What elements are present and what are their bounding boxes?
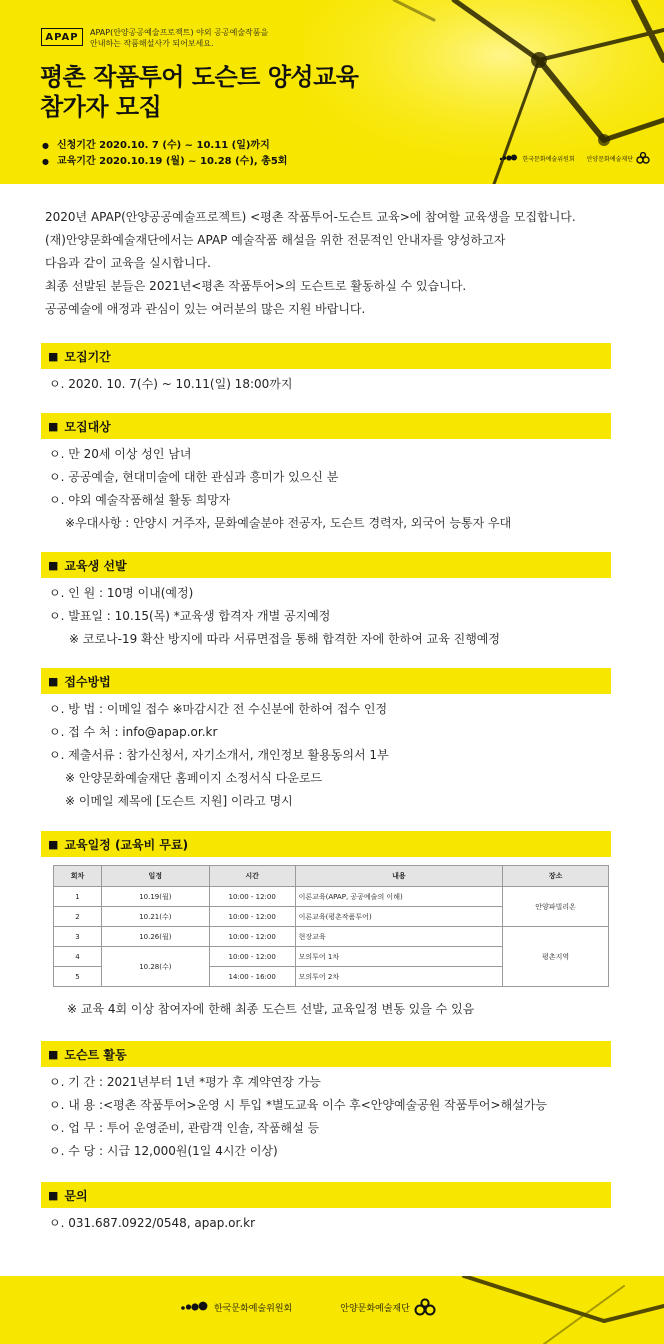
section-header [41, 831, 611, 857]
cell-date: 10.28(수) [101, 947, 209, 987]
list-item: ㅇ. 2020. 10. 7(수) ~ 10.11(일) 18:00까지 [49, 377, 293, 391]
intro-text [45, 206, 576, 321]
list-item: ㅇ. 인 원 : 10명 이내(예정) [49, 586, 194, 600]
cell-time: 10:00 - 12:00 [209, 887, 295, 907]
cell-content: 모의투어 1차 [295, 947, 503, 967]
section-title: 도슨트 활동 [64, 1047, 127, 1062]
intro-line: 공공예술에 애정과 관심이 있는 여러분의 많은 지원 바랍니다. [45, 302, 366, 316]
apply-note: ※ 안양문화예술재단 홈페이지 소정서식 다운로드 [65, 771, 323, 785]
list-item: ㅇ. 접 수 처 : info@apap.or.kr [49, 725, 218, 739]
page-title [40, 62, 358, 122]
header-logos [499, 152, 650, 164]
schedule-note: ※ 교육 4회 이상 참여자에 한해 최종 도슨트 선발, 교육일정 변동 있을 수 있음 [67, 1002, 475, 1016]
cell-round: 1 [54, 887, 102, 907]
schedule-table [53, 865, 609, 987]
cell-date: 10.19(월) [101, 887, 209, 907]
apap-description [90, 27, 310, 49]
list-item: ㅇ. 방 법 : 이메일 접수 ※마감시간 전 수신분에 한하여 접수 인정 [49, 702, 388, 716]
section-title: 모집대상 [64, 419, 111, 434]
header-round: 회차 [54, 866, 102, 887]
preference-note: ※우대사항 : 안양시 거주자, 문화예술분야 전공자, 도슨트 경력자, 외국어 능통자 우대 [65, 516, 512, 530]
application-period: ● 신청기간 2020.10. 7 (수) ~ 10.11 (일)까지 [42, 138, 287, 154]
section-title: 교육일정 (교육비 무료) [64, 837, 189, 852]
intro-line: 최종 선발된 분들은 2021년<평촌 작품투어>의 도슨트로 활동하실 수 있습니다. [45, 279, 467, 293]
foundation-logo [587, 152, 650, 164]
section-selection [41, 552, 611, 651]
cell-time: 10:00 - 12:00 [209, 907, 295, 927]
cell-content: 이론교육(APAP, 공공예술의 이해) [295, 887, 503, 907]
list-item: ㅇ. 공공예술, 현대미술에 대한 관심과 흥미가 있으신 분 [49, 470, 339, 484]
section-contact [41, 1182, 611, 1235]
table-header-row [54, 866, 609, 887]
arko-logo-text: 한국문화예술위원회 [522, 155, 575, 163]
foundation-rings-icon [414, 1298, 436, 1316]
contact-info: ㅇ. 031.687.0922/0548, apap.or.kr [49, 1216, 256, 1230]
cell-round: 2 [54, 907, 102, 927]
cell-content: 모의투어 2차 [295, 967, 503, 987]
footer-structure-decoration [404, 1276, 664, 1344]
section-apply [41, 668, 611, 813]
section-body [41, 369, 611, 396]
footer-foundation-logo [340, 1298, 436, 1316]
list-item: ㅇ. 제출서류 : 참가신청서, 자기소개서, 개인정보 활용동의서 1부 [49, 748, 389, 762]
section-header [41, 1041, 611, 1067]
cell-date: 10.26(월) [101, 927, 209, 947]
square-bullet-icon: ■ [48, 1188, 59, 1202]
section-body [41, 1208, 611, 1235]
cell-round: 4 [54, 947, 102, 967]
intro-line: 2020년 APAP(안양공공예술프로젝트) <평촌 작품투어-도슨트 교육>에 참여할 교육생을 모집합니다. [45, 210, 576, 224]
footer-arko-logo [180, 1301, 292, 1314]
foundation-rings-icon [636, 152, 650, 164]
section-title: 문의 [64, 1188, 88, 1203]
cell-content: 이론교육(평촌작품투어) [295, 907, 503, 927]
section-header [41, 413, 611, 439]
list-item: ㅇ. 수 당 : 시급 12,000원(1일 4시간 이상) [49, 1144, 278, 1158]
table-row [54, 887, 609, 907]
apply-note: ※ 이메일 제목에 [도슨트 지원] 이라고 명시 [65, 794, 293, 808]
apap-logo: APAP [41, 28, 83, 46]
section-header [41, 552, 611, 578]
cell-place: 안양파빌리온 [503, 887, 609, 927]
footer-banner [0, 1276, 664, 1344]
cell-time: 14:00 - 16:00 [209, 967, 295, 987]
arko-logo [499, 154, 574, 163]
header-banner [0, 0, 664, 184]
square-bullet-icon: ■ [48, 674, 59, 688]
title-line: 참가자 모집 [40, 93, 162, 121]
header-time: 시간 [209, 866, 295, 887]
section-body [41, 439, 611, 535]
list-item: ㅇ. 내 용 :<평촌 작품투어>운영 시 투입 *별도교육 이수 후<안양예술공원 작품투어>해설가능 [49, 1098, 547, 1112]
square-bullet-icon: ■ [48, 837, 59, 851]
square-bullet-icon: ■ [48, 419, 59, 433]
section-title: 모집기간 [64, 349, 111, 364]
square-bullet-icon: ■ [48, 1047, 59, 1061]
covid-note: ※ 코로나-19 확산 방지에 따라 서류면접을 통해 합격한 자에 한하여 교육 진행예정 [69, 632, 500, 646]
cell-time: 10:00 - 12:00 [209, 947, 295, 967]
list-item: ㅇ. 업 무 : 투어 운영준비, 관람객 인솔, 작품해설 등 [49, 1121, 320, 1135]
table-row [54, 927, 609, 947]
square-bullet-icon: ■ [48, 349, 59, 363]
footer-arko-text: 한국문화예술위원회 [214, 1303, 293, 1314]
intro-line: (재)안양문화예술재단에서는 APAP 예술작품 해설을 위한 전문적인 안내자를 양성하고자 [45, 233, 506, 247]
cell-date: 10.21(수) [101, 907, 209, 927]
section-schedule [41, 831, 611, 857]
header-place: 장소 [503, 866, 609, 887]
section-target [41, 413, 611, 535]
arko-dots-icon [499, 154, 519, 162]
desc-line: 안내하는 작품해설사가 되어보세요. [90, 39, 214, 48]
section-recruit-period [41, 343, 611, 396]
cell-place: 평촌지역 [503, 927, 609, 987]
section-header [41, 343, 611, 369]
footer-foundation-text: 안양문화예술재단 [340, 1303, 410, 1314]
cell-round: 3 [54, 927, 102, 947]
arko-dots-icon [180, 1301, 210, 1313]
section-header [41, 668, 611, 694]
section-body [41, 694, 611, 813]
intro-line: 다음과 같이 교육을 실시합니다. [45, 256, 211, 270]
footer-logos [180, 1298, 436, 1316]
cell-time: 10:00 - 12:00 [209, 927, 295, 947]
header-content: 내용 [295, 866, 503, 887]
cell-content: 현장교육 [295, 927, 503, 947]
cell-round: 5 [54, 967, 102, 987]
list-item: ㅇ. 야외 예술작품해설 활동 희망자 [49, 493, 231, 507]
list-item: ㅇ. 발표일 : 10.15(목) *교육생 합격자 개별 공지예정 [49, 609, 331, 623]
title-line: 평촌 작품투어 도슨트 양성교육 [40, 63, 359, 91]
section-title: 교육생 선발 [64, 558, 127, 573]
list-item: ㅇ. 기 간 : 2021년부터 1년 *평가 후 계약연장 가능 [49, 1075, 321, 1089]
section-header [41, 1182, 611, 1208]
section-body [41, 1067, 611, 1163]
square-bullet-icon: ■ [48, 558, 59, 572]
section-docent [41, 1041, 611, 1163]
period-list [42, 138, 287, 170]
section-title: 접수방법 [64, 674, 111, 689]
foundation-logo-text: 안양문화예술재단 [586, 155, 633, 163]
section-body [41, 578, 611, 651]
list-item: ㅇ. 만 20세 이상 성인 남녀 [49, 447, 192, 461]
header-date: 일정 [101, 866, 209, 887]
education-period: ● 교육기간 2020.10.19 (월) ~ 10.28 (수), 총5회 [42, 154, 287, 170]
desc-line: APAP(안양공공예술프로젝트) 야외 공공예술작품을 [90, 28, 269, 37]
